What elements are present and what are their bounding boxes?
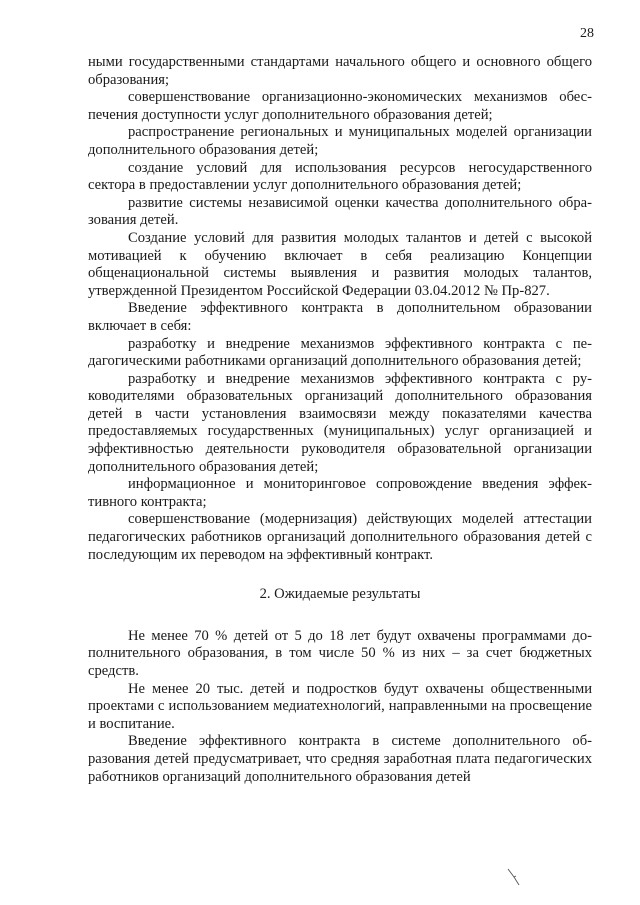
paragraph: совершенствование организационно-экономических механизмов обеспечения доступности услуг дополнительного образования детей; — [88, 89, 592, 123]
paragraph: распространение региональных и муниципальных моделей организации дополнительного образования детей; — [88, 124, 592, 158]
paragraph: развитие системы независимой оценки качества дополнительного образования детей. — [88, 194, 592, 229]
document-body — [88, 54, 592, 786]
paragraph: Не менее 70 % детей от 5 до 18 лет будут охвачены программами дополнительного образования, в том числе 50 % из них – за счет бюджетных средств. — [88, 627, 592, 679]
paragraph: ными государственными стандартами начального общего и основного общего образования; — [88, 54, 592, 88]
paragraph: информационное и мониторинговое сопровождение введения эффективного контракта; — [88, 476, 592, 510]
paragraph: разработку и внедрение механизмов эффективного контракта с педагогическими работниками организаций дополнительного образования детей; — [88, 335, 592, 370]
paragraph: Создание условий для развития молодых талантов и детей с высокой мотивацией к обучению включает в себя реализацию Концепции общенациональной системы выявления и развития молодых талантов, утвержденной Президентом Российской Федерации 03.04.2012 № Пр-827. — [88, 229, 592, 299]
paragraph: разработку и внедрение механизмов эффективного контракта с руководителями образовательных организаций дополнительного образования детей в части установления взаимосвязи между показателями качества предоставляемых государственных (муниципальных) услуг организацией и эффективностью деятельности руководителя образовательной организации дополнительного образования детей; — [88, 370, 592, 475]
section-heading: 2. Ожидаемые результаты — [259, 586, 421, 603]
paragraph: Введение эффективного контракта в дополнительном образовании включает в себя: — [88, 300, 592, 334]
paragraph: Введение эффективного контракта в системе дополнительного образования детей предусматривает, что средняя заработная плата педагогических работников организаций дополнительного образования детей — [88, 733, 592, 785]
paragraph: создание условий для использования ресурсов негосударственного сектора в предоставлении услуг дополнительного образования детей; — [88, 159, 592, 194]
paragraph: совершенствование (модернизация) действующих моделей аттестации педагогических работников организаций дополнительного образования детей с последующим их переводом на эффективный контракт. — [88, 511, 592, 563]
pen-mark-icon — [506, 868, 522, 886]
paragraph: Не менее 20 тыс. детей и подростков будут охвачены общественными проектами с использованием медиатехнологий, направленными на просвещение и воспитание. — [88, 680, 592, 732]
page-number: 28 — [580, 26, 594, 41]
